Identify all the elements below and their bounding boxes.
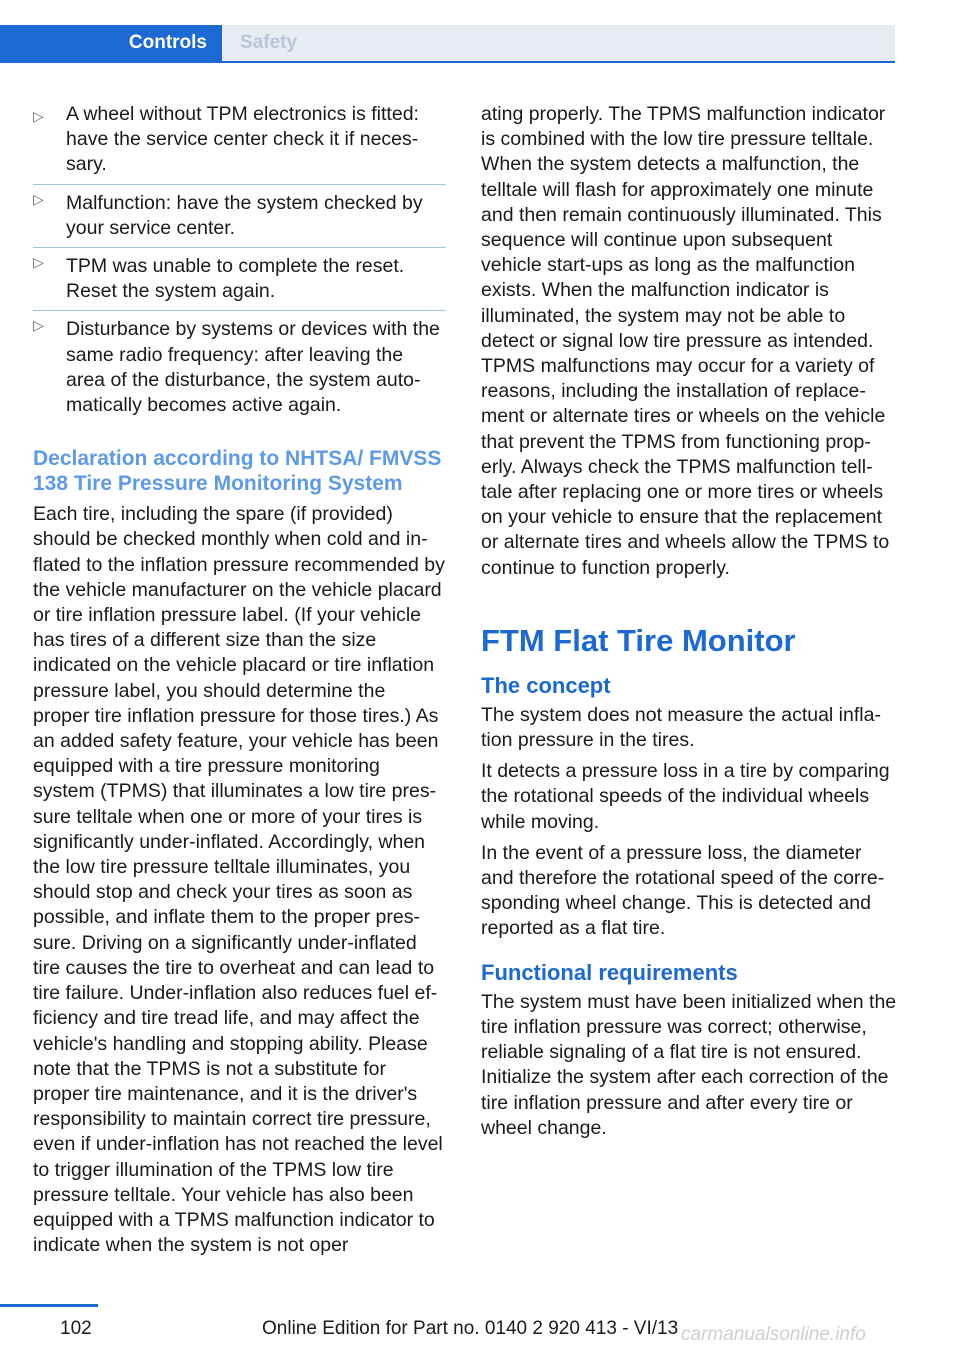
- section-title: FTM Flat Tire Monitor: [481, 622, 796, 658]
- concept-paragraph: In the event of a pressure loss, the diameter and therefore the rotational speed of the corresponding wheel change. This is detected and reported as a flat tire.: [481, 841, 885, 940]
- triangle-bullet-icon: ▷: [33, 254, 44, 271]
- triangle-bullet-icon: ▷: [33, 190, 44, 207]
- list-item-text: Malfunction: have the system checked by your service center.: [66, 191, 423, 239]
- list-item: [33, 102, 446, 184]
- edition-label: Online Edition for Part no. 0140 2 920 413 - VI/13: [262, 1318, 679, 1339]
- triangle-bullet-icon: ▷: [33, 108, 44, 124]
- footer-accent-line: [0, 1304, 98, 1307]
- header-divider: [0, 61, 895, 63]
- list-item-text: Disturbance by systems or devices with the same radio frequency: after leaving the area of the disturbance, the system automatically becomes active again.: [66, 318, 440, 417]
- tab-controls[interactable]: [0, 25, 222, 61]
- page-number: 102: [60, 1318, 92, 1339]
- list-item: [33, 310, 446, 424]
- concept-paragraph: The system does not measure the actual inflation pressure in the tires.: [481, 703, 881, 752]
- triangle-bullet-icon: ▷: [33, 317, 44, 334]
- left-column: [33, 102, 446, 1264]
- tab-controls-label: Controls: [128, 32, 207, 53]
- declaration-heading: Declaration according to NHTSA/ FMVSS 138 Tire Pressure Monitoring System: [33, 447, 442, 496]
- concept-heading: The concept: [481, 672, 611, 698]
- list-item: [33, 184, 446, 247]
- list-item-text: TPM was unable to complete the reset. Reset the system again.: [66, 255, 405, 303]
- list-item-text: A wheel without TPM electronics is fitted: have the service center check it if necessary.: [66, 103, 419, 176]
- right-column: [481, 102, 897, 1147]
- declaration-text: Each tire, including the spare (if provided) should be checked monthly when cold and inflated to the inflation pressure recommended by the vehicle manufacturer on the vehicle placard or tire inflation pressure label. (If your vehicle has tires of a different size than the size indicated on the vehicle placard or tire inflation pressure label, you should determine the proper tire inflation pressure for those tires.) As an added safety feature, your vehicle has been equipped with a tire pressure monitoring system (TPMS) that illuminates a low tire pressure telltale when one or more of your tires is significantly under-inflated. Accordingly, when the low tire pressure telltale illuminates, you should stop and check your tires as soon as possible, and inflate them to the proper pressure. Driving on a significantly under-inflated tire causes the tire to overheat and can lead to tire failure. Under-inflation also reduces fuel efficiency and tire tread life, and may affect the vehicle's handling and stopping ability. Please note that the TPMS is not a substitute for proper tire maintenance, and it is the driver's responsibility to maintain correct tire pressure, even if under-inflation has not reached the level to trigger illumination of the TPMS low tire pressure telltale. Your vehicle has also been equipped with a TPMS malfunction indicator to indicate when the system is not oper: [33, 503, 445, 1257]
- list-item: [33, 247, 446, 310]
- watermark: carmanualsonline.info: [681, 1324, 866, 1345]
- tab-safety-label: Safety: [240, 32, 298, 53]
- requirements-heading: Functional requirements: [481, 959, 738, 985]
- declaration-continuation-text: ating properly. The TPMS malfunction indicator is combined with the low tire pressure telltale. When the system detects a malfunction, the telltale will flash for approximately one minute and then remain continuously illuminated. This sequence will continue upon subsequent vehicle start-ups as long as the malfunction exists. When the malfunction indicator is illuminated, the system may not be able to detect or signal low tire pressure as intended. TPMS malfunctions may occur for a variety of reasons, including the installation of replacement or alternate tires or wheels on the vehicle that prevent the TPMS from functioning properly. Always check the TPMS malfunction telltale after replacing one or more tires or wheels on your vehicle to ensure that the replacement or alternate tires and wheels allow the TPMS to continue to function properly.: [481, 103, 890, 579]
- requirements-paragraph: The system must have been initialized when the tire inflation pressure was correct; otherwise, reliable signaling of a flat tire is not ensured. Initialize the system after each correction of the tire inflation pressure and after every tire or wheel change.: [481, 990, 897, 1139]
- concept-paragraph: It detects a pressure loss in a tire by comparing the rotational speeds of the individual wheels while moving.: [481, 760, 890, 833]
- chapter-tab-bar: [0, 25, 895, 61]
- bullet-list: [33, 102, 446, 424]
- tab-safety[interactable]: [240, 25, 297, 61]
